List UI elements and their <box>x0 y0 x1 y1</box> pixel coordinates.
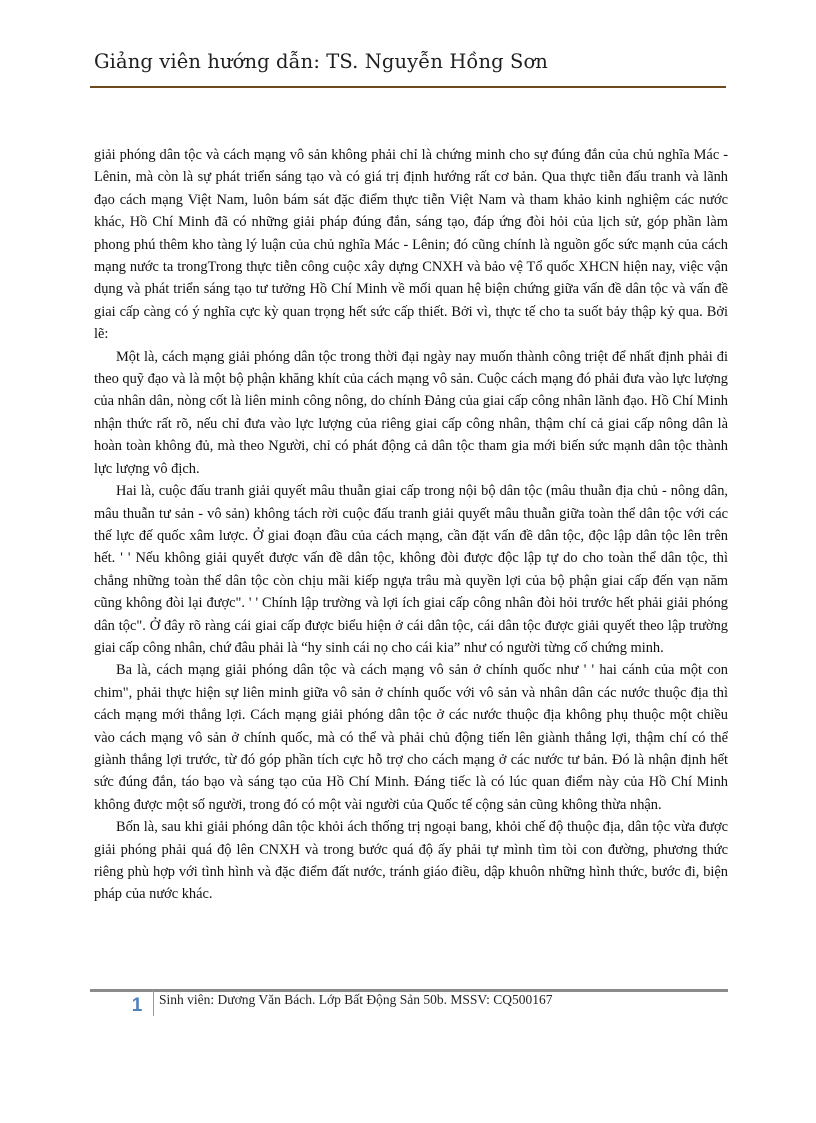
header-divider <box>90 86 726 88</box>
paragraph-point-one: Một là, cách mạng giải phóng dân tộc trong thời đại ngày nay muốn thành công triệt để nhất định phải đi theo quỹ đạo và là một bộ phận khăng khít của cách mạng vô sản. Cuộc cách mạng đó phải đưa vào lực lượng của nhân dân, nòng cốt là liên minh công nông, do chính Đảng của giai cấp công nhân lãnh đạo. Hồ Chí Minh nhận thức rất rõ, nếu chỉ đưa vào lực lượng của riêng giai cấp công nhân, thậm chí cả giai cấp nông dân là hoàn toàn không đủ, mà theo Người, chỉ có phát động cả dân tộc tham gia mới biến sức mạnh dân tộc thành lực lượng vô địch. <box>94 348 728 477</box>
page-header-title: Giảng viên hướng dẫn: TS. Nguyễn Hồng Sơn <box>94 50 548 73</box>
paragraph-point-two: Hai là, cuộc đấu tranh giải quyết mâu thuẫn giai cấp trong nội bộ dân tộc (mâu thuẫn địa chủ - nông dân, mâu thuẫn tư sản - vô sản) không tách rời cuộc đấu tranh giải quyết mâu thuẫn giữa toàn thể dân tộc với các thế lực đế quốc xâm lược. Ở giai đoạn đầu của cách mạng, cần đặt vấn đề dân tộc, độc lập dân tộc lên trên hết. ' ' Nếu không giải quyết được vấn đề dân tộc, không đòi được độc lập tự do cho toàn thể dân tộc, thì chẳng những toàn thể dân tộc còn chịu mãi kiếp ngựa trâu mà quyền lợi của bộ phận giai cấp đến vạn năm cũng không đòi lại được". ' ' Chính lập trường và lợi ích giai cấp công nhân đòi hỏi trước hết phải giải phóng dân tộc". Ở đây rõ ràng cái giai cấp được biểu hiện ở cái dân tộc, cái dân tộc được giải quyết theo lập trường giai cấp công nhân, chứ đâu phải là “hy sinh cái nọ cho cái kia” như có người từng cố chứng minh. <box>94 483 728 656</box>
paragraph-intro: giải phóng dân tộc và cách mạng vô sản không phải chỉ là chứng minh cho sự đúng đắn của chủ nghĩa Mác - Lênin, mà còn là sự phát triển sáng tạo và có giá trị định hướng rất cơ bản. Qua thực tiễn đấu tranh và lãnh đạo cách mạng Việt Nam, luôn bám sát đặc điểm thực tiễn Việt Nam và tham khảo kinh nghiệm các nước khác, Hồ Chí Minh đã có những giải pháp đúng đắn, sáng tạo, đáp ứng đòi hỏi của lịch sử, góp phần làm phong phú thêm kho tàng lý luận của chủ nghĩa Mác - Lênin; đó cũng chính là nguồn gốc sức mạnh của cách mạng nước ta trongTrong thực tiễn công cuộc xây dựng CNXH và bảo vệ Tổ quốc XHCN hiện nay, việc vận dụng và phát triển sáng tạo tư tưởng Hồ Chí Minh về mối quan hệ biện chứng giữa vấn đề dân tộc và vấn đề giai cấp càng có ý nghĩa cực kỳ quan trọng hết sức cấp thiết. Bởi vì, thực tế cho ta suốt bảy thập kỷ qua. Bởi lẽ: <box>94 147 728 343</box>
paragraph-point-three: Ba là, cách mạng giải phóng dân tộc và cách mạng vô sản ở chính quốc như ' ' hai cánh của một con chim", phải thực hiện sự liên minh giữa vô sản ở chính quốc với vô sản và nhân dân các nước thuộc địa thì cách mạng mới thắng lợi. Cách mạng giải phóng dân tộc ở các nước thuộc địa không phụ thuộc một chiều vào cách mạng vô sản ở chính quốc, mà có thể và phải chủ động tiến lên giành thắng lợi, thậm chí có thể giành thắng lợi trước, từ đó góp phần tích cực hỗ trợ cho cách mạng ở các nước tư bản. Đó là nhận định hết sức đúng đắn, táo bạo và sáng tạo của Hồ Chí Minh. Đáng tiếc là có lúc quan điểm này của Hồ Chí Minh không được một số người, trong đó có một vài người của Quốc tế cộng sản cũng không thừa nhận. <box>94 662 728 813</box>
page-number: 1 <box>131 995 143 1016</box>
footer-vertical-separator <box>153 990 154 1016</box>
footer-student-info: Sinh viên: Dương Văn Bách. Lớp Bất Động Sản 50b. MSSV: CQ500167 <box>159 992 553 1007</box>
document-body <box>94 144 728 906</box>
paragraph-point-four: Bốn là, sau khi giải phóng dân tộc khỏi ách thống trị ngoại bang, khỏi chế độ thuộc địa, dân tộc vừa được giải phóng phải quá độ lên CNXH và trong bước quá độ ấy phải tự mình tìm tòi con đường, phương thức riêng phù hợp với tình hình và đặc điểm đất nước, tránh giáo điều, dập khuôn những hình thức, bước đi, biện pháp của nước khác. <box>94 819 728 903</box>
